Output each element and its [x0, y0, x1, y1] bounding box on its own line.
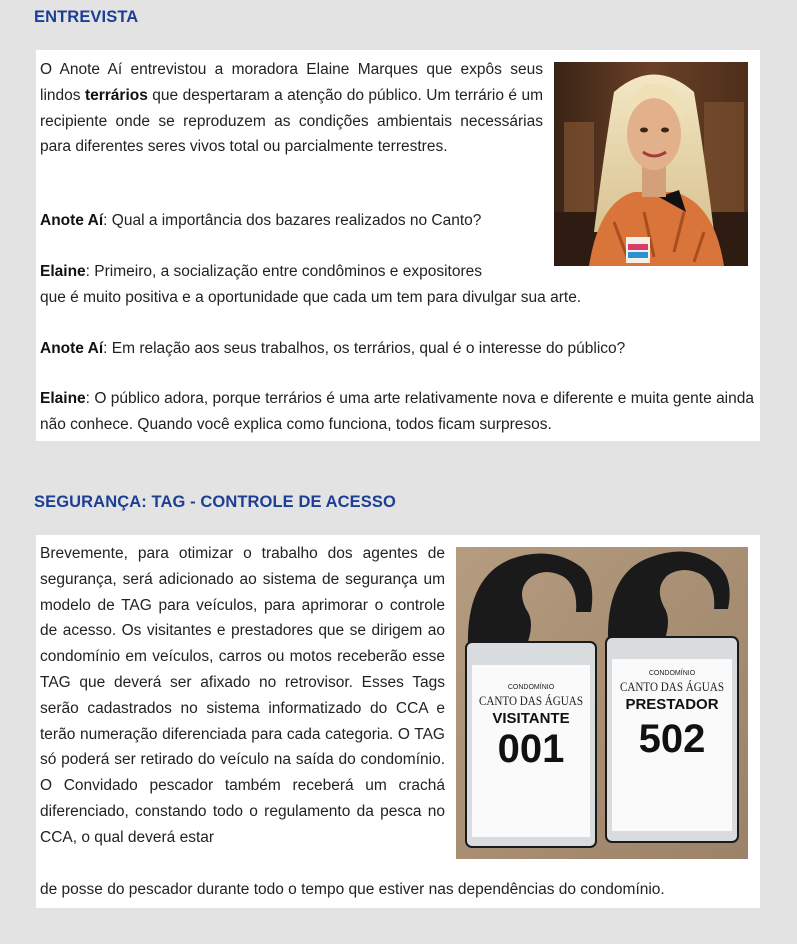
- interview-q1: [40, 208, 543, 234]
- tag2-number: 502: [638, 717, 706, 761]
- interview-a1-cont: [40, 285, 754, 311]
- tag1-brand: CANTO DAS ÁGUAS: [479, 693, 583, 708]
- security-heading: SEGURANÇA: TAG - CONTROLE DE ACESSO: [34, 493, 396, 511]
- q2-speaker: Anote Aí: [40, 340, 104, 357]
- tag1-number: 001: [497, 727, 565, 771]
- interviewee-portrait-illustration: [554, 62, 748, 266]
- vehicle-tags-photo: [456, 547, 748, 859]
- vehicle-tags-illustration: [456, 547, 748, 859]
- tag1-small: CONDOMÍNIO: [507, 684, 555, 691]
- interview-heading: ENTREVISTA: [34, 8, 139, 26]
- security-body-text: Brevemente, para otimizar o trabalho dos agentes de segurança, será adicionado ao sistema de segurança um modelo de TAG para veículos, para aprimorar o controle de acesso. Os visitantes e prestadores que se dirigem ao condomínio em veículos, carros ou motos receberão esse TAG que deverá ser afixado no retrovisor. Esses Tags serão cadastrados no sistema informatizado do CCA e terão numeração diferenciada para cada categoria. O TAG só poderá ser retirado do veículo na saída do condomínio. O Convidado pescador também receberá um crachá diferenciado, constando todo o regulamento da pesca no CCA, o qual deverá estar: [40, 545, 445, 846]
- a2-text: : O público adora, porque terrários é uma arte relativamente nova e diferente e muita gente ainda não conhece. Quando você explica como funciona, todos ficam surpresos.: [40, 390, 754, 433]
- tag2-brand: CANTO DAS ÁGUAS: [620, 679, 724, 694]
- security-body: [40, 541, 445, 851]
- tag2-category: PRESTADOR: [625, 696, 719, 713]
- security-body-last-text: de posse do pescador durante todo o tempo que estiver nas dependências do condomínio.: [40, 881, 665, 898]
- a1-text: : Primeiro, a socialização entre condôminos e expositores: [85, 263, 482, 280]
- interview-intro: [40, 57, 543, 160]
- a1-text-cont: que é muito positiva e a oportunidade que cada um tem para divulgar sua arte.: [40, 289, 582, 306]
- q2-text: : Em relação aos seus trabalhos, os terrários, qual é o interesse do público?: [103, 340, 626, 357]
- q1-speaker: Anote Aí: [40, 212, 104, 229]
- intro-bold-term: terrários: [84, 86, 148, 104]
- interview-a2: [40, 386, 754, 438]
- intro-text-1: O Anote Aí entrevistou a moradora Elaine Marques que expôs seus lindos: [40, 61, 543, 104]
- tag1-category: VISITANTE: [492, 710, 570, 727]
- tag2-small: CONDOMÍNIO: [648, 670, 696, 677]
- a2-speaker: Elaine: [40, 390, 86, 407]
- interviewee-photo: [554, 62, 748, 266]
- a1-speaker: Elaine: [40, 263, 86, 280]
- q1-text: : Qual a importância dos bazares realizados no Canto?: [103, 212, 482, 229]
- interview-a1: [40, 259, 543, 285]
- security-body-last: [40, 877, 754, 903]
- interview-q2: [40, 336, 754, 362]
- intro-text-2: que despertaram a atenção do público. Um terrário é um recipiente onde se reproduzem as condições ambientais necessárias para diferentes seres vivos total ou parcialmente terrestres.: [40, 86, 543, 156]
